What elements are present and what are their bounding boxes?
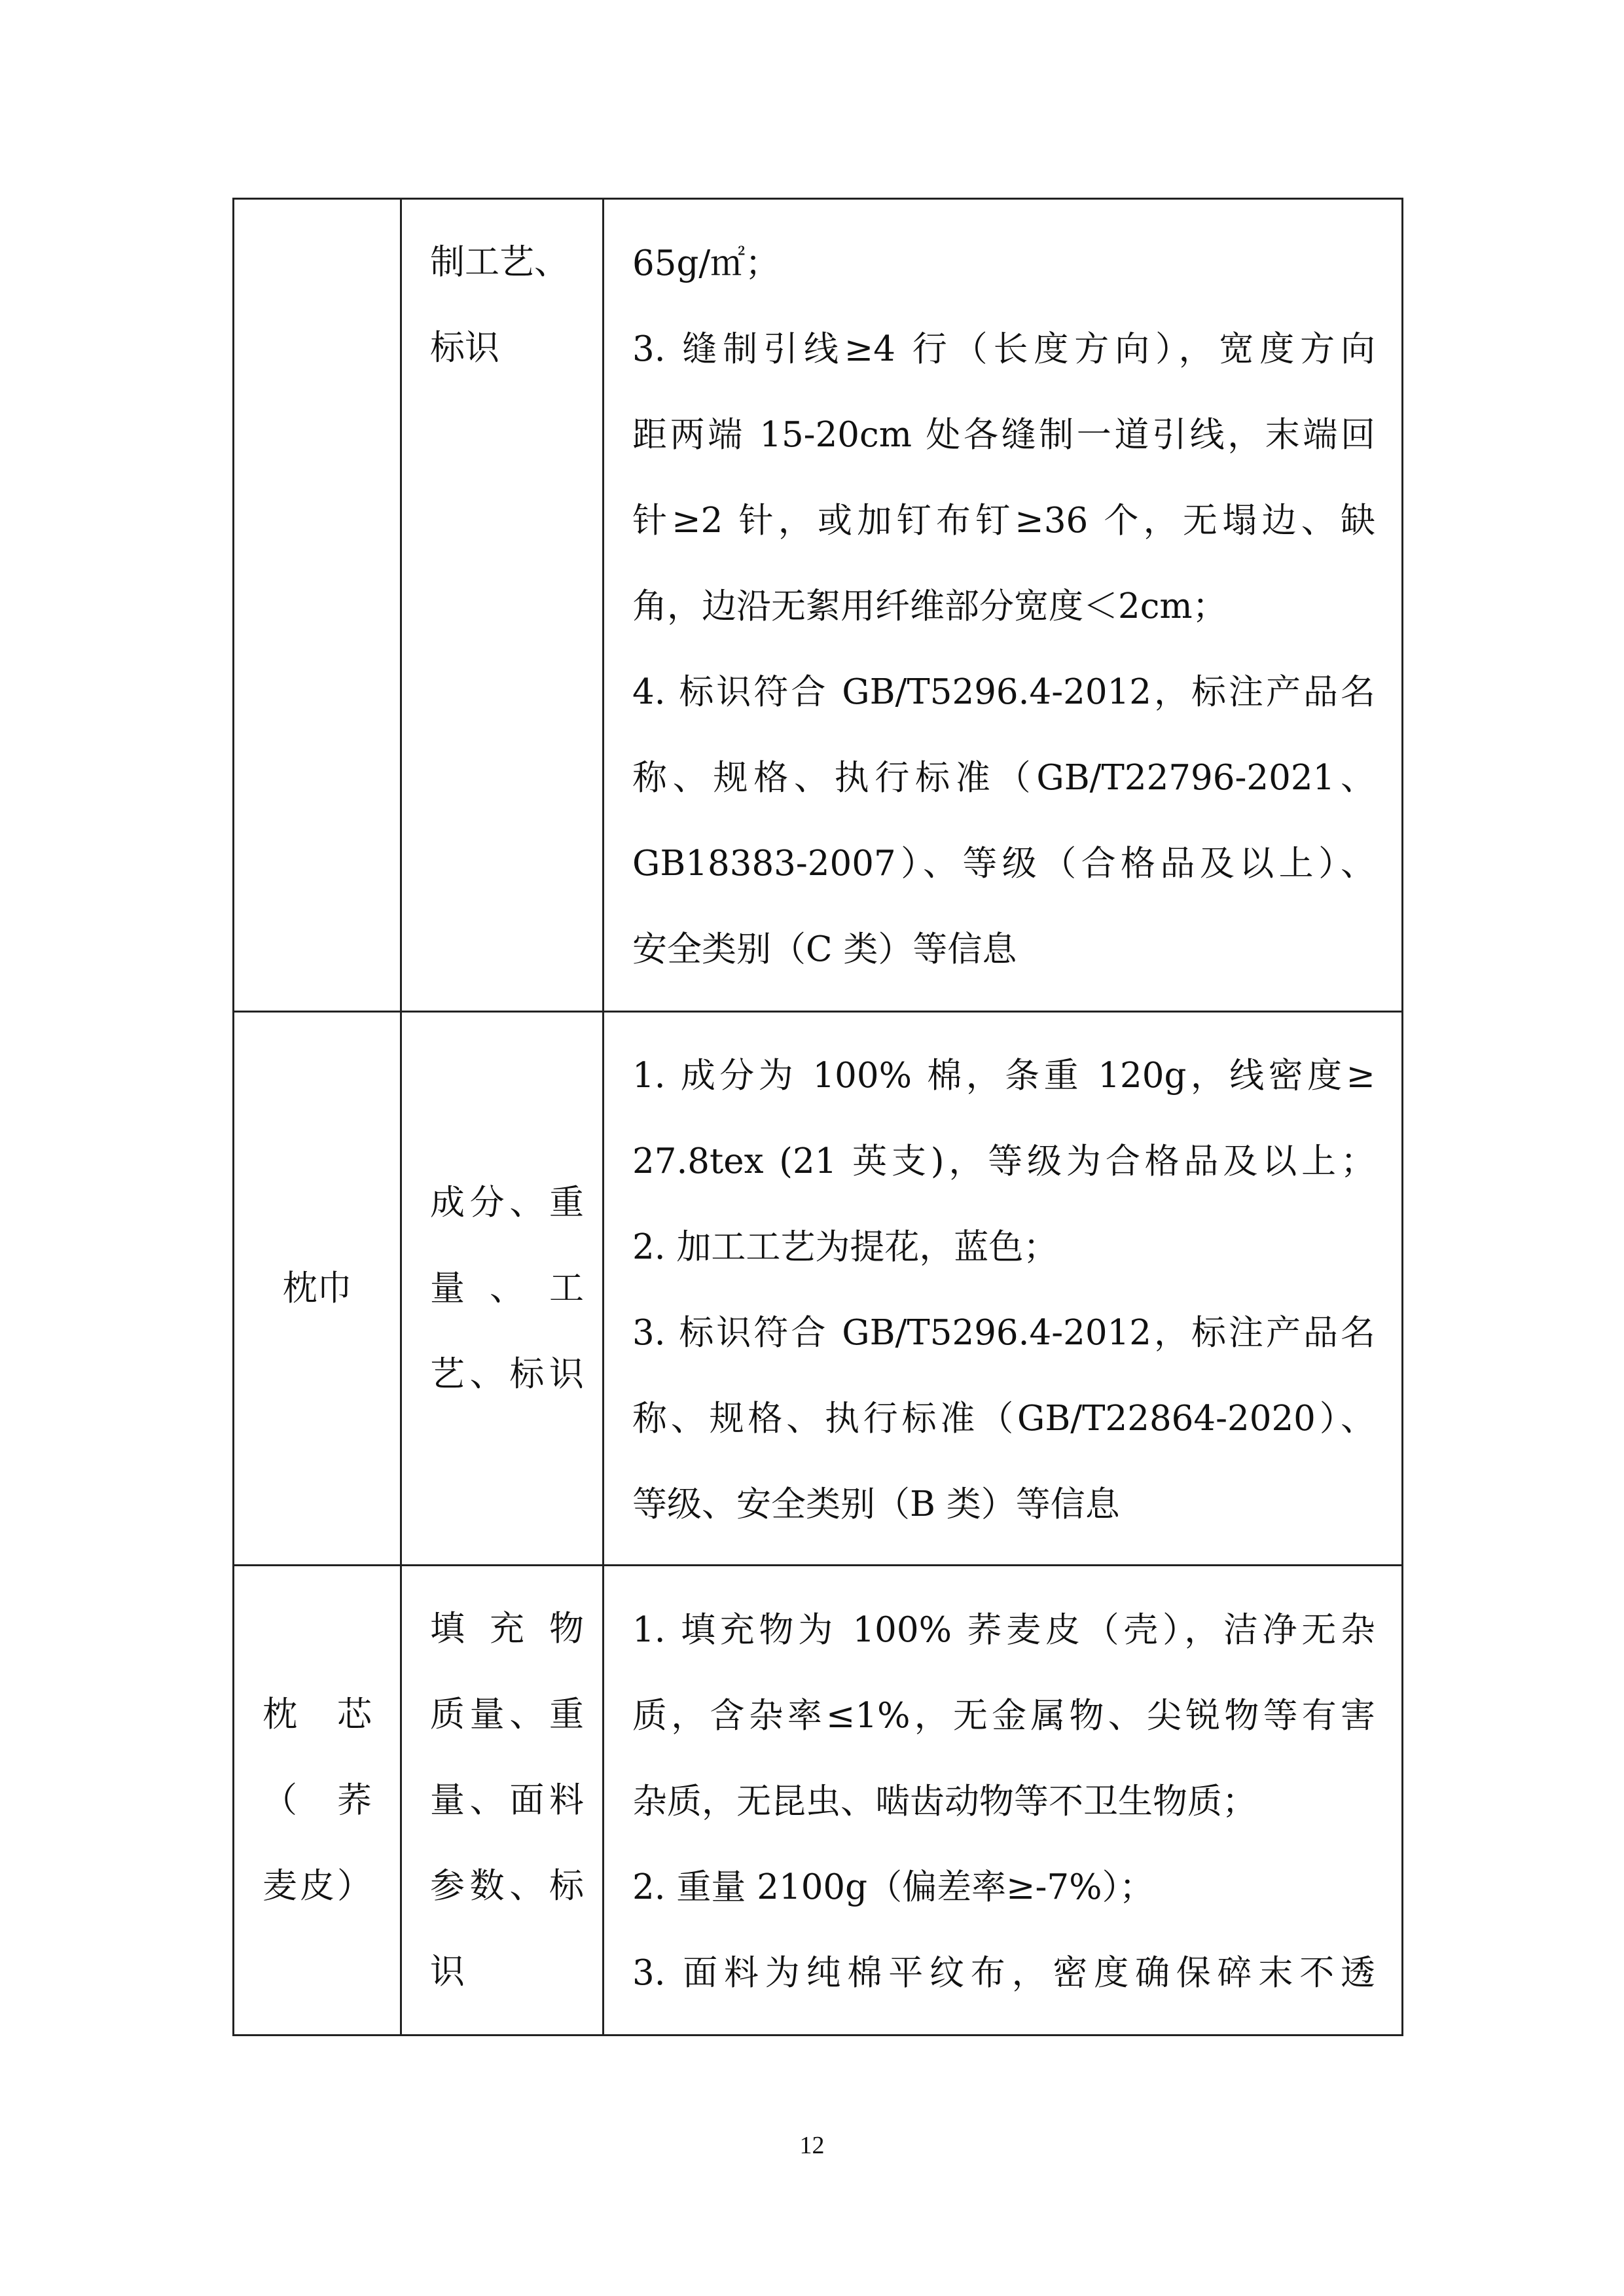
inspection-item-cell: [401, 199, 604, 1012]
item-line: 标识: [430, 328, 499, 368]
item-line: 参数、标: [430, 1866, 584, 1906]
requirement-line: 角，边沿无絮用纤维部分宽度＜2cm；: [632, 586, 1227, 626]
item-line: 艺、标识: [430, 1354, 584, 1394]
product-name-cell: [234, 199, 401, 1012]
product-name: 枕巾: [282, 1268, 352, 1308]
requirement-line: 27.8tex (21 英支)，等级为合格品及以上；: [632, 1141, 1375, 1181]
requirement-line: 2. 加工工艺为提花，蓝色；: [632, 1227, 1058, 1267]
requirement-line: GB18383-2007）、等级（合格品及以上）、: [632, 844, 1375, 884]
requirement-line: 针≥2 针，或加钉布钉≥36 个，无塌边、缺: [632, 501, 1375, 541]
requirement-line: 65g/㎡；: [632, 243, 780, 283]
requirement-line: 2. 重量 2100g（偏差率≥-7%）；: [632, 1867, 1154, 1907]
item-line: 制工艺、: [430, 242, 569, 282]
requirement-line: 4. 标识符合 GB/T5296.4-2012，标注产品名: [632, 672, 1375, 712]
requirement-line: 1. 填充物为 100% 荞麦皮（壳），洁净无杂: [632, 1610, 1375, 1650]
product-name-cell: [234, 1012, 401, 1566]
requirement-line: 距两端 15-20cm 处各缝制一道引线，末端回: [632, 415, 1375, 455]
requirement-cell: [604, 1012, 1403, 1566]
inspection-item-cell: [401, 1566, 604, 2036]
item-line: 质量、重: [430, 1695, 584, 1734]
requirement-line: 质，含杂率≤1%，无金属物、尖锐物等有害: [632, 1696, 1375, 1736]
product-name: 枕 芯: [262, 1695, 372, 1734]
requirement-line: 3. 标识符合 GB/T5296.4-2012，标注产品名: [632, 1312, 1375, 1353]
item-line: 成分、重: [430, 1183, 584, 1223]
requirement-line: 安全类别（C 类）等信息: [632, 929, 1017, 969]
product-name-cell: [234, 1566, 401, 2036]
requirement-cell: [604, 199, 1403, 1012]
requirement-line: 杂质，无昆虫、啮齿动物等不卫生物质；: [632, 1782, 1257, 1821]
table-row: [234, 1012, 1403, 1566]
product-name: （ 荞: [262, 1780, 372, 1820]
requirement-line: 称、规格、执行标准（GB/T22796-2021、: [632, 758, 1375, 798]
item-line: 量 、 工: [430, 1268, 584, 1308]
requirement-line: 1. 成分为 100% 棉，条重 120g，线密度≥: [632, 1055, 1375, 1096]
item-line: 填 充 物: [430, 1609, 584, 1649]
item-line: 识: [430, 1952, 465, 1992]
inspection-item-cell: [401, 1012, 604, 1566]
spec-table: [232, 198, 1403, 2036]
table-row: [234, 199, 1403, 1012]
requirement-line: 称、规格、执行标准（GB/T22864-2020）、: [632, 1398, 1375, 1439]
item-line: 量、面料: [430, 1780, 584, 1820]
requirement-line: 3. 缝制引线≥4 行（长度方向），宽度方向: [632, 329, 1375, 369]
page-number: 12: [799, 2132, 825, 2159]
table-row: [234, 1566, 1403, 2036]
requirement-cell: [604, 1566, 1403, 2036]
requirement-line: 3. 面料为纯棉平纹布，密度确保碎末不透: [632, 1953, 1375, 1993]
requirement-line: 等级、安全类别（B 类）等信息: [632, 1484, 1120, 1524]
product-name: 麦皮）: [262, 1866, 372, 1906]
